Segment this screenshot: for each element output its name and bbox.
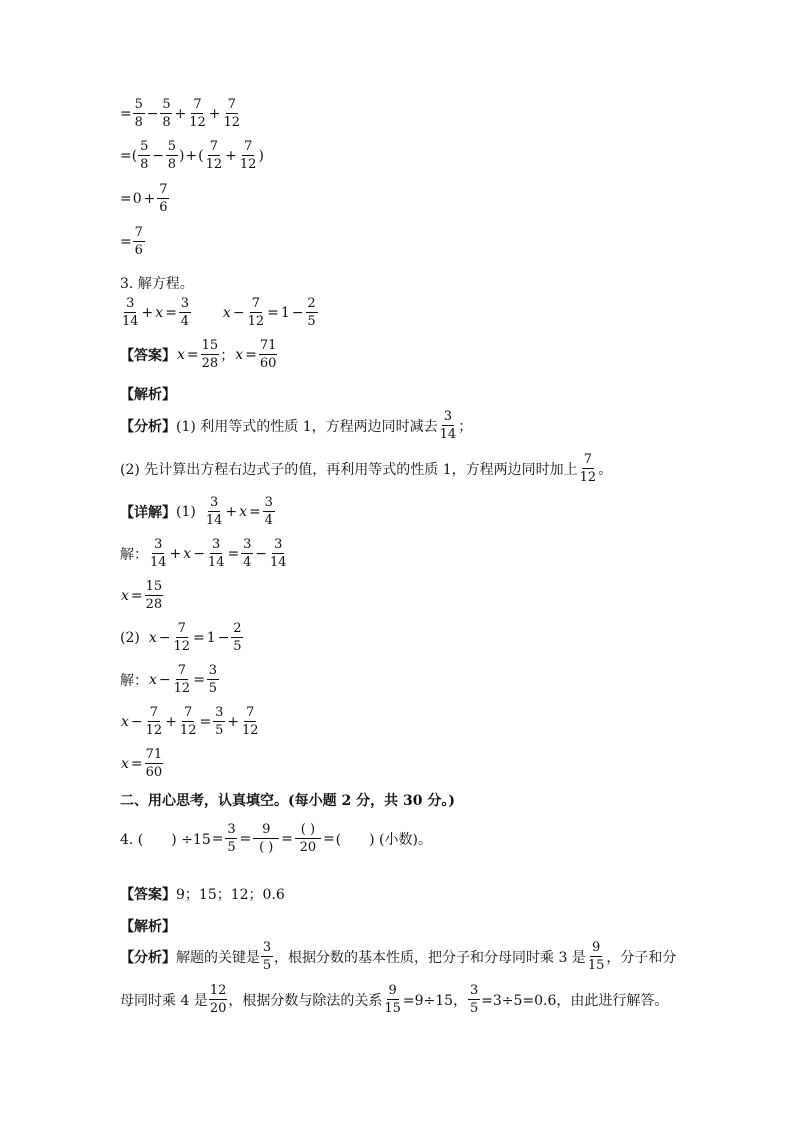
- fraction: $\frac{7}{6}$: [134, 225, 143, 258]
- question-3-title: 3. 解方程。: [120, 276, 194, 292]
- plus-sign: +: [141, 304, 154, 321]
- number: 0: [132, 190, 142, 207]
- fraction: $\frac{9}{15}$: [384, 983, 401, 1016]
- fraction: $\frac{3}{14}$: [269, 537, 287, 570]
- fraction: $\frac{5}{8}$: [134, 97, 143, 130]
- analysis-tag: 【解析】: [120, 387, 176, 403]
- fraction: $\frac{3}{14}$: [150, 537, 167, 570]
- plus-sign: +: [225, 147, 237, 164]
- q4-fenxi-line-2: 母同时乘 4 是 $\frac{12}{20}$ ，根据分数与除法的关系 $\frac{9}{15}$ =9÷15， $\frac{3}{5}$ =3÷5=0.6，由此进行解答。: [120, 983, 669, 1016]
- fraction: $\frac{3}{4}$: [264, 495, 273, 528]
- fraction: $\frac{12}{20}$: [209, 983, 227, 1016]
- fraction: $\frac{7}{12}$: [173, 621, 191, 654]
- question-4: 4. ( ) ÷15 = $\frac{3}{5}$ = $\frac{9}{( )}$ = $\frac{( )}{20}$ = ( ) (小数)。: [120, 822, 432, 855]
- equals-sign: =: [165, 304, 177, 321]
- fraction: $\frac{7}{12}$: [223, 97, 241, 130]
- fraction: $\frac{7}{12}$: [179, 705, 197, 738]
- fraction: $\frac{5}{8}$: [140, 139, 149, 172]
- paren: (: [131, 147, 138, 164]
- calc-line-2: [120, 140, 264, 171]
- fraction: $\frac{3}{14}$: [439, 409, 457, 442]
- equals-sign: =: [120, 105, 132, 122]
- fraction: $\frac{2}{5}$: [233, 621, 242, 654]
- fraction: $\frac{7}{12}$: [205, 139, 223, 172]
- detail-line-4: (2) x − $\frac{7}{12}$ = 1 − $\frac{2}{5}$: [120, 621, 242, 654]
- fraction-blank-numerator: $\frac{( )}{20}$: [295, 823, 321, 854]
- fraction-blank-denominator: $\frac{9}{( )}$: [253, 823, 279, 854]
- paren: ): [178, 147, 185, 164]
- fraction: $\frac{7}{12}$: [579, 452, 597, 485]
- plus-sign: +: [185, 147, 198, 164]
- fraction: $\frac{5}{8}$: [167, 139, 177, 172]
- minus-sign: −: [152, 147, 164, 164]
- fraction: $\frac{3}{5}$: [469, 983, 479, 1016]
- fraction: $\frac{3}{5}$: [215, 705, 224, 738]
- detail-line-3: x = $\frac{15}{28}$: [121, 579, 163, 612]
- fraction: $\frac{7}{12}$: [189, 97, 206, 130]
- fraction: $\frac{7}{12}$: [173, 663, 191, 696]
- equals-sign: =: [120, 233, 132, 250]
- fraction: $\frac{3}{4}$: [180, 296, 190, 329]
- plus-sign: +: [174, 105, 187, 122]
- fraction: $\frac{7}{12}$: [145, 705, 163, 738]
- equals-sign: =: [120, 147, 132, 164]
- variable: x: [222, 304, 231, 321]
- equals-sign: =: [267, 304, 279, 321]
- minus-sign: −: [291, 304, 304, 321]
- calc-line-1: [120, 98, 242, 129]
- fenxi-line-1: 【分析】 (1) 利用等式的性质 1，方程两边同时减去 $\frac{3}{14}$ ；: [120, 409, 473, 442]
- fraction: $\frac{9}{15}$: [587, 940, 605, 973]
- paren: ): [258, 147, 264, 164]
- fraction: $\frac{7}{12}$: [247, 296, 265, 329]
- calc-line-3: [120, 183, 170, 214]
- fraction: $\frac{3}{5}$: [227, 822, 236, 855]
- fraction: $\frac{7}{6}$: [159, 182, 168, 215]
- fraction: $\frac{7}{12}$: [239, 139, 257, 172]
- fenxi-line-2: (2) 先计算出方程右边式子的值，再利用等式的性质 1，方程两边同时加上 $\frac{7}{12}$ 。: [120, 452, 613, 485]
- plus-sign: +: [208, 105, 221, 122]
- fraction: $\frac{71}{60}$: [145, 747, 163, 780]
- fraction: $\frac{3}{14}$: [207, 537, 225, 570]
- minus-sign: −: [232, 304, 245, 321]
- fraction: $\frac{7}{12}$: [241, 705, 259, 738]
- equals-sign: =: [120, 190, 132, 207]
- fraction: $\frac{71}{60}$: [259, 338, 277, 371]
- q4-analysis-tag: 【解析】: [120, 919, 176, 935]
- number: 1: [280, 304, 290, 321]
- answer-line: 【答案】 x = $\frac{15}{28}$ ； x = $\frac{71}{60}$: [120, 338, 277, 371]
- calc-line-4: [120, 226, 146, 257]
- fraction: $\frac{3}{4}$: [243, 537, 252, 570]
- section-2-heading: 二、用心思考，认真填空。(每小题 2 分，共 30 分。): [120, 793, 455, 809]
- detail-line-6: x − $\frac{7}{12}$ + $\frac{7}{12}$ = $\frac{3}{5}$ + $\frac{7}{12}$: [121, 705, 259, 738]
- fraction: $\frac{3}{5}$: [208, 663, 218, 696]
- paren: (: [198, 147, 204, 164]
- plus-sign: +: [143, 190, 156, 207]
- fraction: $\frac{5}{8}$: [162, 97, 171, 130]
- fraction: $\frac{15}{28}$: [201, 338, 219, 371]
- fraction: $\frac{3}{14}$: [122, 296, 139, 329]
- q4-answer: 【答案】 9；15；12；0.6: [120, 887, 285, 903]
- detail-line-2: 解： $\frac{3}{14}$ + x − $\frac{3}{14}$ = $\frac{3}{4}$ − $\frac{3}{14}$: [120, 537, 287, 570]
- fraction: $\frac{15}{28}$: [145, 579, 163, 612]
- question-3-equations: [120, 297, 319, 328]
- q4-fenxi-line-1: 【分析】 解题的关键是 $\frac{3}{5}$ ，根据分数的基本性质，把分子和分母同时乘 3 是 $\frac{9}{15}$ ，分子和分: [120, 940, 677, 973]
- detail-line-5: 解： x − $\frac{7}{12}$ = $\frac{3}{5}$: [120, 663, 218, 696]
- fraction: $\frac{2}{5}$: [307, 296, 316, 329]
- minus-sign: −: [146, 105, 159, 122]
- variable: x: [155, 304, 164, 321]
- detail-line-7: x = $\frac{71}{60}$: [121, 747, 163, 780]
- detail-line-1: 【详解】 (1) $\frac{3}{14}$ + x = $\frac{3}{4}$: [120, 495, 273, 528]
- fraction: $\frac{3}{5}$: [262, 940, 272, 973]
- fraction: $\frac{3}{14}$: [205, 495, 223, 528]
